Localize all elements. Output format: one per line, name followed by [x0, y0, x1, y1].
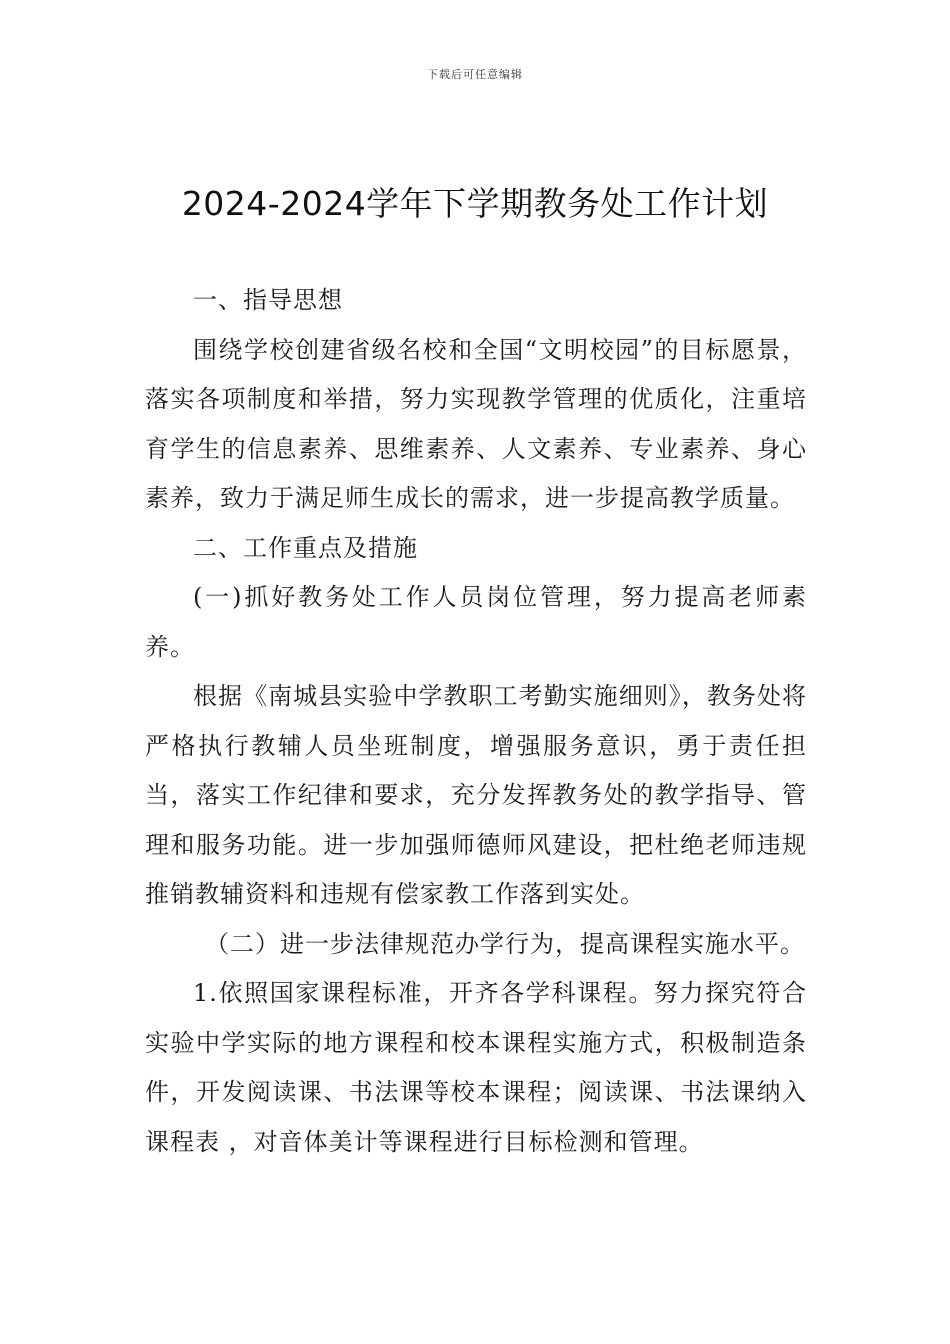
subsection-heading-standardize-schooling: （二）进一步法律规范办学行为，提高课程实施水平。: [205, 929, 805, 958]
paragraph-guiding-ideology: 围绕学校创建省级名校和全国“文明校园”的目标愿景，落实各项制度和举措，努力实现教学管理的优质化，注重培育学生的信息素养、思维素养、人文素养、专业素养、身心素养，致力于满足师生成长的需求，进一步提高教学质量。: [145, 335, 807, 512]
section-heading-guiding-ideology: 一、指导思想: [193, 286, 343, 314]
paragraph-curriculum: 1.依照国家课程标准，开齐各学科课程。努力探究符合实验中学实际的地方课程和校本课程实施方式，积极制造条件，开发阅读课、书法课等校本课程；阅读课、书法课纳入课程表 ，对音体美计等课程进行目标检测和管理。: [145, 979, 807, 1156]
paragraph-staff-management: 根据《南城县实验中学教职工考勤实施细则》，教务处将严格执行教辅人员坐班制度，增强服务意识，勇于责任担当，落实工作纪律和要求，充分发挥教务处的教学指导、管理和服务功能。进一步加强师德师风建设，把杜绝老师违规推销教辅资料和违规有偿家教工作落到实处。: [145, 682, 807, 908]
subsection-heading-staff-management: (一)抓好教务处工作人员岗位管理，努力提高老师素养。: [145, 583, 807, 661]
document-title: 2024-2024学年下学期教务处工作计划: [181, 184, 769, 223]
document-body: [145, 276, 807, 1167]
section-heading-work-focus: 二、工作重点及措施: [193, 533, 418, 562]
header-note: 下载后可任意编辑: [427, 68, 523, 81]
